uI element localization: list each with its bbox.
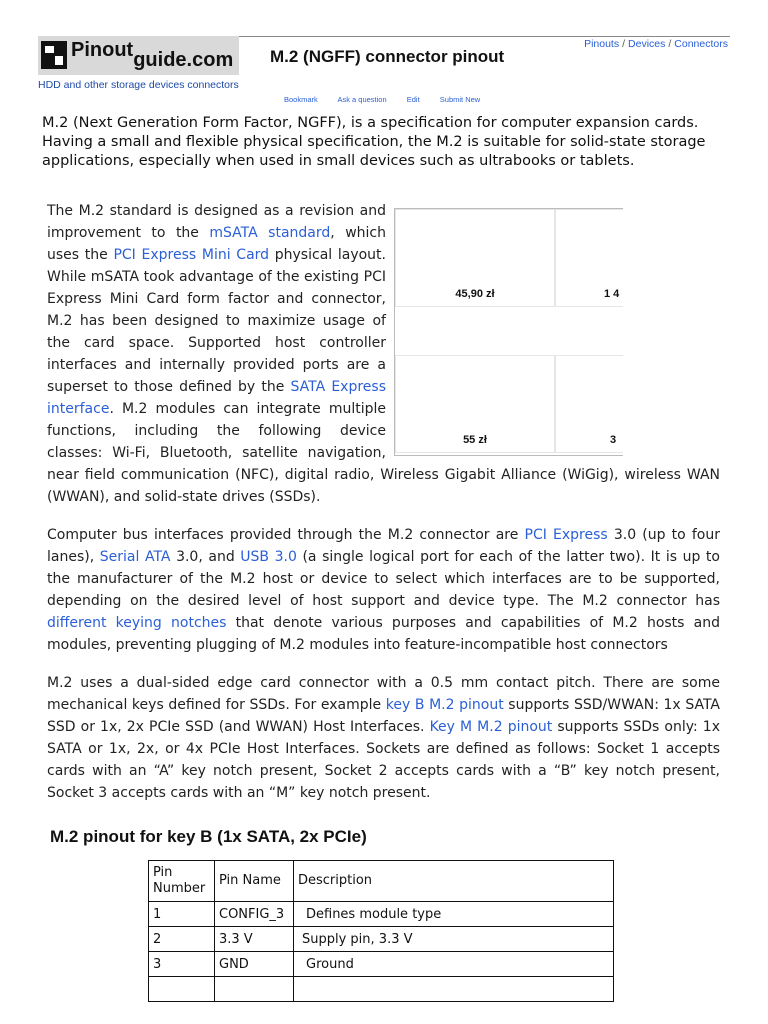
sata-express-link[interactable]: SATA Express interface [47,379,387,417]
header-description: Description [294,861,614,902]
ad-price: 45,90 zł [455,288,495,300]
table-row [149,902,614,927]
text: 3.0, and [170,549,241,565]
action-links [284,95,498,104]
cell-pin-name [215,977,294,1002]
text: M.2 uses a dual-sided edge card connector with a 0.5 mm contact pitch. There are some mechanical keys defined for SSDs. For example [47,675,720,713]
cell-pin-number: 1 [149,902,215,927]
section-title: M.2 pinout for key B (1x SATA, 2x PCIe) [50,827,367,846]
key-b-pinout-link[interactable]: key B M.2 pinout [385,697,504,713]
pinout-table [148,860,614,1002]
text: (a single logical port for each of the latter two). It is up to the manufacturer of the M.2 host or device to select which interfaces are to be supported, depending on the desired level of host support and device type. The M.2 connector has [47,549,720,609]
header-pin-name: Pin Name [215,861,294,902]
site-logo[interactable] [38,36,239,75]
ad-price: 3 [610,434,617,446]
cell-pin-name: CONFIG_3 [215,902,294,927]
text: Computer bus interfaces provided through the M.2 connector are [47,527,525,543]
breadcrumb-pinouts[interactable]: Pinouts [584,38,620,50]
edit-link[interactable]: Edit [406,95,420,104]
table-header-row [149,861,614,902]
breadcrumb-separator: / [622,38,626,50]
breadcrumb-connectors[interactable]: Connectors [674,38,728,50]
cell-description: Defines module type [294,902,614,927]
paragraph-edge-connector [47,672,720,804]
cell-pin-number: 3 [149,952,215,977]
logo-text-part1: Pinout [71,39,134,61]
text: , which uses the [47,225,386,263]
ad-price: 55 zł [463,434,487,446]
logo-text-part2: guide.com [133,49,234,71]
cell-description: Supply pin, 3.3 V [294,927,614,952]
text: . M.2 modules can integrate multiple functions, including the following device classes: Wi-Fi, Bluetooth, satellite navigation, near field communication (NFC), digital radio, Wireless Gigabit Alliance (WiGig), wireless WAN (WWAN), and solid-state drives (SSDs). [47,401,720,505]
ad-price: 1 4 [604,288,620,300]
ask-question-link[interactable]: Ask a question [337,95,387,104]
cell-pin-number [149,977,215,1002]
header-pin-number: Pin Number [149,861,215,902]
table-row [149,927,614,952]
cell-pin-name: GND [215,952,294,977]
pci-express-link[interactable]: PCI Express [524,527,608,543]
cell-description: Ground [294,952,614,977]
breadcrumb-separator: / [668,38,672,50]
bookmark-link[interactable]: Bookmark [284,95,318,104]
keying-notches-link[interactable]: different keying notches [47,615,227,631]
intro-paragraph: M.2 (Next Generation Form Factor, NGFF), is a specification for computer expansion cards. Having a small and flexible physical specification, the M.2 is suitable for solid-state storage applications, especially when used in small devices such as ultrabooks or tablets. [42,115,706,169]
logo-text [71,39,234,71]
text: physical layout. While mSATA took advantage of the existing PCI Express Mini Card form factor and connector, M.2 has been designed to maximize usage of the card space. Supported host controller interfaces and internally provided ports are a superset to those defined by the [47,247,386,395]
cell-pin-name: 3.3 V [215,927,294,952]
site-tagline: HDD and other storage devices connectors [38,79,239,91]
table-row [149,952,614,977]
key-m-pinout-link[interactable]: Key M M.2 pinout [429,719,553,735]
usb3-link[interactable]: USB 3.0 [240,549,297,565]
text: that denote various purposes and capabilities of M.2 hosts and modules, preventing plugging of M.2 modules into feature-incompatible host connectors [47,615,721,653]
text: The M.2 standard is designed as a revision and improvement to the [47,203,386,241]
cell-pin-number: 2 [149,927,215,952]
ad-float-spacer [386,200,720,464]
paragraph-m2-standard [47,200,720,508]
text: supports SSDs only: 1x SATA or 1x, 2x, or 4x PCIe Host Interfaces. Sockets are defined as follows: Socket 1 accepts cards with an “A” key notch present, Socket 2 accepts cards with a “B” key notch present, Socket 3 accepts cards with an “M” key notch present. [47,719,720,801]
submit-new-link[interactable]: Submit New [439,95,481,104]
cell-description [294,977,614,1002]
pci-express-mini-card-link[interactable]: PCI Express Mini Card [113,247,270,263]
logo-icon [41,41,67,69]
page-title: M.2 (NGFF) connector pinout [270,47,505,66]
breadcrumb-devices[interactable]: Devices [628,38,666,50]
text: supports SSD/WWAN: 1x SATA SSD or 1x, 2x PCIe SSD (and WWAN) Host Interfaces. [47,697,720,735]
msata-standard-link[interactable]: mSATA standard [209,225,331,241]
breadcrumb [584,38,728,50]
paragraph-bus-interfaces [47,524,720,656]
serial-ata-link[interactable]: Serial ATA [99,549,171,565]
table-row [149,977,614,1002]
text: 3.0 (up to four lanes), [47,527,721,565]
